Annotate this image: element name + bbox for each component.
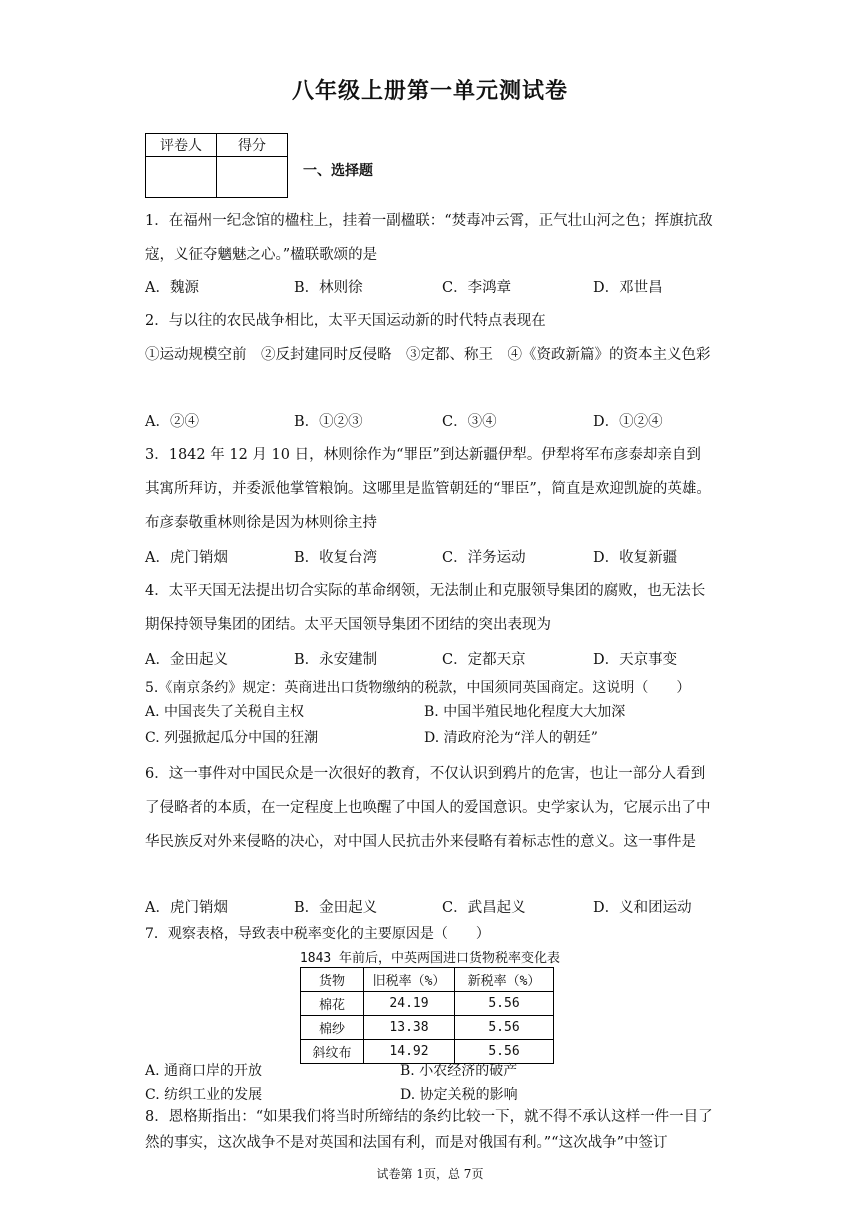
cell-new-rate: 5.56 <box>455 992 554 1016</box>
tax-rate-table <box>300 967 554 1064</box>
option-d: D．天京事变 <box>593 652 678 668</box>
question-5-stem: 5.《南京条约》规定：英商进出口货物缴纳的税款，中国须同英国商定。这说明（ ） <box>145 680 691 696</box>
option-d: D．义和团运动 <box>593 900 692 916</box>
cell-goods: 斜纹布 <box>301 1040 364 1064</box>
option-c: C. 纺织工业的发展 <box>145 1087 263 1103</box>
option-a: A．魏源 <box>145 280 199 296</box>
option-b: B．收复台湾 <box>294 550 378 566</box>
table-row <box>301 1016 554 1040</box>
option-b: B．永安建制 <box>294 652 378 668</box>
question-6-stem: 6．这一事件对中国民众是一次很好的教育，不仅认识到鸦片的危害，也让一部分人看到了侵略者的本质，在一定程度上也唤醒了中国人的爱国意识。史学家认为，它展示出了中华民族反对外来侵略的决心，对中国人民抗击外来侵略有着标志性的意义。这一事件是 <box>145 766 711 850</box>
question-4-stem: 4．太平天国无法提出切合实际的革命纲领，无法制止和克服领导集团的腐败，也无法长期保持领导集团的团结。太平天国领导集团不团结的突出表现为 <box>145 583 706 633</box>
cell-old-rate: 13.38 <box>364 1016 455 1040</box>
table-caption: 1843 年前后，中英两国进口货物税率变化表 <box>299 951 561 966</box>
section-title: 一、选择题 <box>303 163 373 179</box>
header-new-rate: 新税率（%） <box>455 968 554 992</box>
option-a: A. 中国丧失了关税自主权 <box>145 704 305 720</box>
option-c: C．武昌起义 <box>442 900 526 916</box>
page-title: 八年级上册第一单元测试卷 <box>291 79 568 104</box>
option-b: B．林则徐 <box>294 280 363 296</box>
score-cell <box>217 157 288 198</box>
option-a: A．②④ <box>145 414 199 430</box>
option-c: C．定都天京 <box>442 652 526 668</box>
table-row <box>301 992 554 1016</box>
header-old-rate: 旧税率（%） <box>364 968 455 992</box>
option-d: D．①②④ <box>593 414 663 430</box>
option-c: C．洋务运动 <box>442 550 526 566</box>
option-b: B．金田起义 <box>294 900 378 916</box>
grader-cell <box>146 157 217 198</box>
cell-old-rate: 24.19 <box>364 992 455 1016</box>
score-table <box>145 133 288 198</box>
score-table-header-grader: 评卷人 <box>146 134 217 157</box>
cell-goods: 棉纱 <box>301 1016 364 1040</box>
cell-new-rate: 5.56 <box>455 1016 554 1040</box>
question-1-stem: 1．在福州一纪念馆的楹柱上，挂着一副楹联：“焚毒冲云霄，正气壮山河之色；挥旗抗敌寇，义征夺魑魅之心。”楹联歌颂的是 <box>145 213 713 263</box>
option-c: C. 列强掀起瓜分中国的狂潮 <box>145 730 319 746</box>
question-2-stem: 2．与以往的农民战争相比，太平天国运动新的时代特点表现在 <box>145 313 546 329</box>
option-b: B．①②③ <box>294 414 363 430</box>
table-header-row <box>301 968 554 992</box>
header-goods: 货物 <box>301 968 364 992</box>
option-d: D．收复新疆 <box>593 550 678 566</box>
option-b: B. 小农经济的破产 <box>400 1063 518 1079</box>
option-d: D. 协定关税的影响 <box>400 1087 518 1103</box>
page-footer: 试卷第 1页，总 7页 <box>376 1167 484 1181</box>
cell-goods: 棉花 <box>301 992 364 1016</box>
option-a: A．金田起义 <box>145 652 228 668</box>
option-a: A．虎门销烟 <box>145 900 228 916</box>
option-b: B. 中国半殖民地化程度大大加深 <box>424 704 626 720</box>
score-table-header-score: 得分 <box>217 134 288 157</box>
option-a: A. 通商口岸的开放 <box>145 1063 263 1079</box>
option-d: D. 清政府沦为“洋人的朝廷” <box>424 730 598 746</box>
option-c: C．李鸿章 <box>442 280 512 296</box>
question-3-stem: 3．1842 年 12 月 10 日，林则徐作为“罪臣”到达新疆伊犁。伊犁将军布彦泰却亲自到其寓所拜访，并委派他掌管粮饷。这哪里是监管朝廷的“罪臣”，简直是欢迎凯旋的英雄。布彦泰敬重林则徐是因为林则徐主持 <box>145 447 711 531</box>
cell-old-rate: 14.92 <box>364 1040 455 1064</box>
question-8-stem: 8．恩格斯指出：“如果我们将当时所缔结的条约比较一下，就不得不承认这样一件一目了然的事实，这次战争不是对英国和法国有利，而是对俄国有利。”“这次战争”中签订 <box>145 1109 713 1151</box>
question-2-items: ①运动规模空前 ②反封建同时反侵略 ③定都、称王 ④《资政新篇》的资本主义色彩 <box>145 347 711 363</box>
option-a: A．虎门销烟 <box>145 550 228 566</box>
option-d: D．邓世昌 <box>593 280 663 296</box>
question-7-stem: 7．观察表格，导致表中税率变化的主要原因是（ ） <box>145 926 490 942</box>
cell-new-rate: 5.56 <box>455 1040 554 1064</box>
option-c: C．③④ <box>442 414 497 430</box>
